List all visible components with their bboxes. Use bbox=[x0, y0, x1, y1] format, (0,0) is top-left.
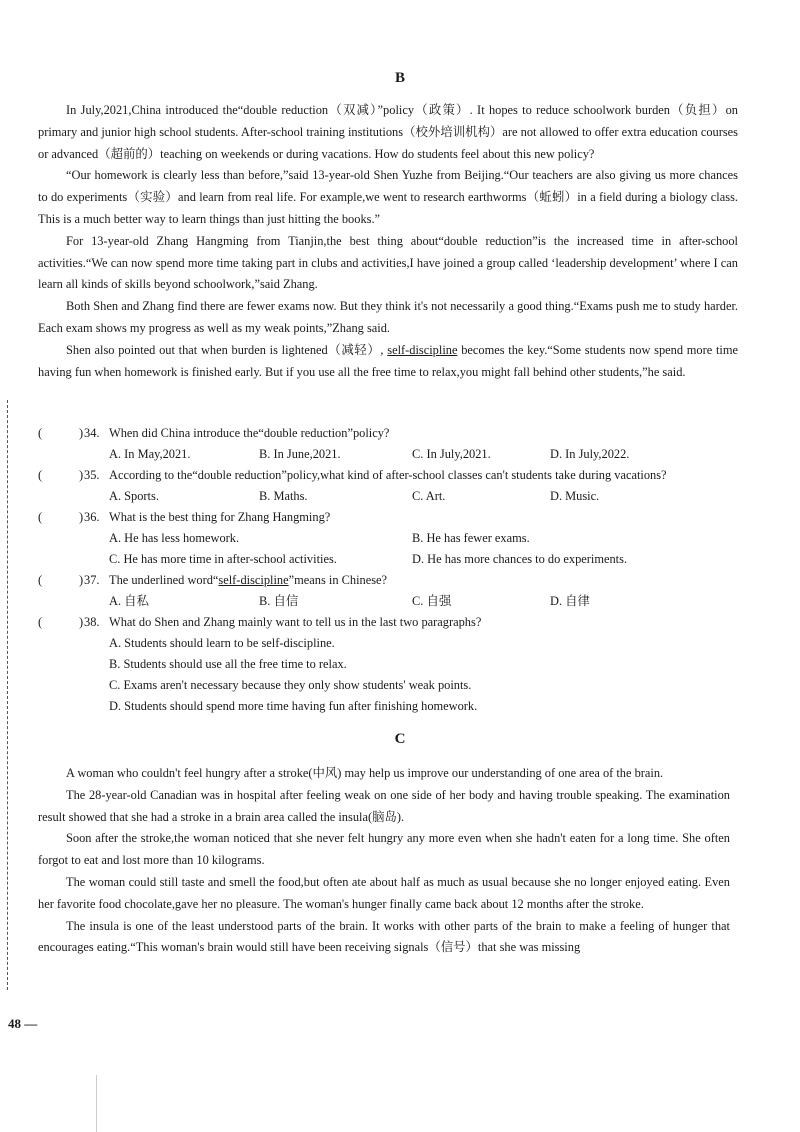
option-c: C. He has more time in after-school activities. bbox=[109, 552, 337, 566]
option-b: B. Students should use all the free time to relax. bbox=[109, 657, 347, 671]
q37-text-after: ”means in Chinese? bbox=[288, 573, 388, 587]
option-c: C. 自强 bbox=[412, 594, 452, 608]
answer-blank-close: ) bbox=[79, 615, 84, 629]
question-number: 36. bbox=[84, 510, 100, 524]
passage-b-paragraph-5 bbox=[38, 340, 738, 384]
option-b: B. In June,2021. bbox=[259, 447, 341, 461]
passage-c bbox=[38, 763, 730, 959]
option-d: D. Students should spend more time having fun after finishing homework. bbox=[109, 699, 478, 713]
question-text: What do Shen and Zhang mainly want to tell us in the last two paragraphs? bbox=[109, 615, 482, 629]
option-c: C. In July,2021. bbox=[412, 447, 491, 461]
option-c: C. Exams aren't necessary because they only show students' weak points. bbox=[109, 678, 472, 692]
option-a: A. In May,2021. bbox=[109, 447, 191, 461]
question-number: 37. bbox=[84, 573, 100, 587]
option-b: B. He has fewer exams. bbox=[412, 531, 530, 545]
passage-b-paragraph-2: “Our homework is clearly less than before,”said 13-year-old Shen Yuzhe from Beijing.“Our teachers are also giving us more chances to do experiments（实验）and learn from real life. For example,we went to research earthworms（蚯蚓）in a field during a biology class. This is a much better way to learn things than just hitting the books.” bbox=[38, 168, 738, 226]
p5-text-before: Shen also pointed out that when burden is lightened（减轻）, bbox=[66, 342, 388, 357]
question-text bbox=[109, 570, 387, 591]
option-d: D. 自律 bbox=[550, 594, 590, 608]
answer-blank-close: ) bbox=[79, 426, 84, 440]
q37-text-before: The underlined word“ bbox=[109, 573, 219, 587]
p5-text-after: becomes the key.“Some students now spend more time having fun when homework is finished early. But if you use all the free time to relax,you might fall behind other students,”he said. bbox=[38, 342, 739, 379]
passage-b-paragraph-3: For 13-year-old Zhang Hangming from Tianjin,the best thing about“double reduction”is the increased time in after-school activities.“We can now spend more time taking part in clubs and activities,I have joined a group called ‘leadership development’ where I can learn all kinds of skills beyond schoolwork,”said Zhang. bbox=[38, 233, 738, 292]
option-b: B. 自信 bbox=[259, 594, 299, 608]
question-text: What is the best thing for Zhang Hangming? bbox=[109, 510, 331, 524]
section-b-title: B bbox=[394, 70, 405, 86]
question-34 bbox=[38, 423, 748, 465]
passage-b bbox=[38, 100, 738, 383]
question-number: 34. bbox=[84, 426, 100, 440]
option-d: D. In July,2022. bbox=[550, 447, 630, 461]
page-number: 48 — bbox=[8, 1016, 38, 1031]
binding-cut-line bbox=[7, 400, 8, 990]
section-c-title: C bbox=[394, 731, 406, 747]
question-36 bbox=[38, 507, 748, 570]
passage-c-paragraph-3: Soon after the stroke,the woman noticed that she never felt hungry any more even when she hadn't eaten for a long time. She often forgot to eat and lost more than 10 kilograms. bbox=[38, 831, 730, 868]
option-b: B. Maths. bbox=[259, 489, 308, 503]
question-number: 35. bbox=[84, 468, 100, 482]
passage-c-paragraph-5: The insula is one of the least understood parts of the brain. It works with other parts of the brain to make a feeling of hunger that encourages eating.“This woman's brain would still have been receiving signals（信号）that she was missing bbox=[38, 918, 730, 955]
answer-blank-close: ) bbox=[79, 573, 84, 587]
underlined-word: self-discipline bbox=[387, 342, 458, 357]
option-d: D. He has more chances to do experiments. bbox=[412, 552, 628, 566]
answer-blank-close: ) bbox=[79, 468, 84, 482]
option-a: A. Sports. bbox=[109, 489, 159, 503]
question-37 bbox=[38, 570, 748, 612]
answer-blank-open: ( bbox=[38, 426, 43, 440]
passage-b-paragraph-1: In July,2021,China introduced the“double reduction（双减）”policy（政策）. It hopes to reduce schoolwork burden（负担）on primary and junior high school students. After-school training institutions（校外培训机构）are not allowed to offer extra education courses or advanced（超前的）teaching on weekends or during vacations. How do students feel about this new policy? bbox=[38, 103, 738, 161]
option-a: A. Students should learn to be self-discipline. bbox=[109, 636, 335, 650]
passage-b-paragraph-4: Both Shen and Zhang find there are fewer exams now. But they think it's not necessarily a good thing.“Exams push me to study harder. Each exam shows my progress as well as my weak points,”Zhang said. bbox=[38, 299, 738, 335]
question-text: According to the“double reduction”policy,what kind of after-school classes can't students take during vacations? bbox=[109, 468, 667, 482]
option-d: D. Music. bbox=[550, 489, 600, 503]
margin-rule bbox=[96, 1075, 97, 1132]
passage-c-paragraph-4: The woman could still taste and smell the food,but often ate about half as much as usual because she no longer enjoyed eating. Even her favorite food chocolate,gave her no pleasure. The woman's hunger finally came back about 12 months after the stroke. bbox=[38, 874, 730, 911]
question-list bbox=[38, 423, 748, 717]
question-text: When did China introduce the“double reduction”policy? bbox=[109, 426, 390, 440]
answer-blank-open: ( bbox=[38, 573, 43, 587]
passage-c-paragraph-1: A woman who couldn't feel hungry after a stroke(中风) may help us improve our understanding of one area of the brain. bbox=[66, 766, 664, 780]
question-number: 38. bbox=[84, 615, 100, 629]
q37-underlined-word: self-discipline bbox=[218, 573, 289, 587]
option-c: C. Art. bbox=[412, 489, 446, 503]
answer-blank-open: ( bbox=[38, 615, 43, 629]
answer-blank-close: ) bbox=[79, 510, 84, 524]
answer-blank-open: ( bbox=[38, 468, 43, 482]
question-38 bbox=[38, 612, 748, 717]
option-a: A. 自私 bbox=[109, 594, 149, 608]
option-a: A. He has less homework. bbox=[109, 531, 240, 545]
answer-blank-open: ( bbox=[38, 510, 43, 524]
question-35 bbox=[38, 465, 748, 507]
passage-c-paragraph-2: The 28-year-old Canadian was in hospital after feeling weak on one side of her body and having trouble speaking. The examination result showed that she had a stroke in a brain area called the insula(脑岛). bbox=[38, 787, 730, 824]
